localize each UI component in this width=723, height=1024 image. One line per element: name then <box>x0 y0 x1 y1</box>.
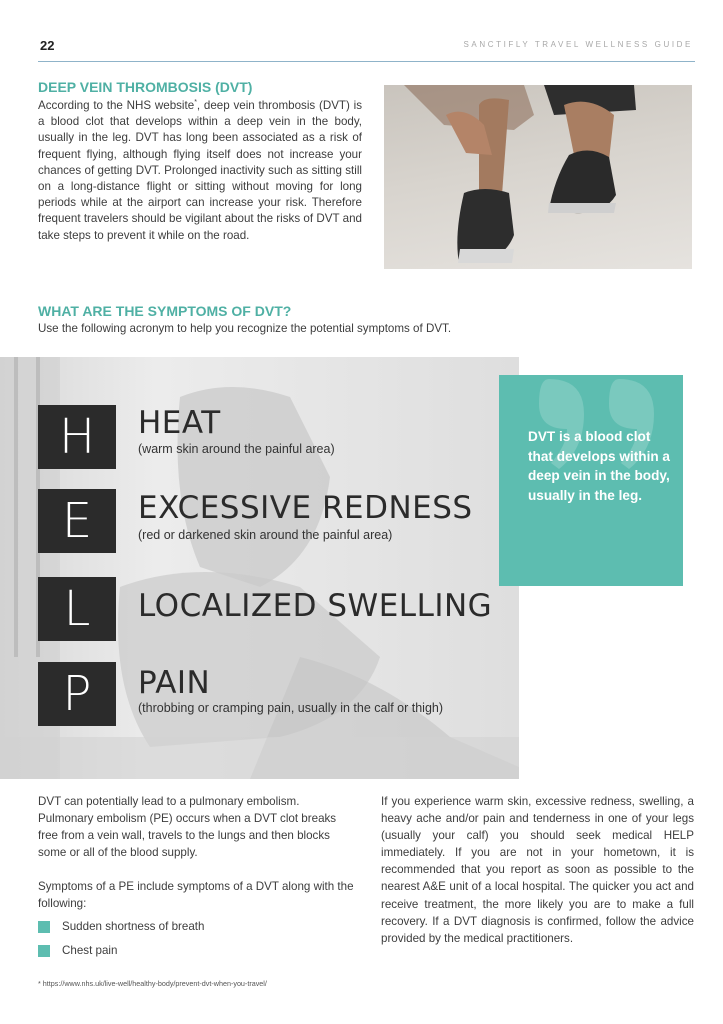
symptom-pain-title: PAIN <box>138 665 211 701</box>
symptom-redness-desc: (red or darkened skin around the painful area) <box>138 528 393 542</box>
intro-text-part-2: , deep vein thrombosis (DVT) is a blood clot that develops within a deep vein in the body, usually in the leg. DVT has long been associated as a risk of frequent flying, although flying itself does not increase your chances of getting DVT. Prolonged inactivity such as sitting still on a long-distance flight or sitting without moving for long periods while at the airport can increase your risk. Therefore frequent travelers should be vigilant about the risks of DVT and take steps to prevent it while on the road. <box>38 99 362 242</box>
pull-quote-box <box>499 375 683 586</box>
pe-symptoms-list <box>38 918 356 959</box>
symptom-heat-desc: (warm skin around the painful area) <box>138 442 335 456</box>
pe-paragraph: DVT can potentially lead to a pulmonary embolism. Pulmonary embolism (PE) occurs when a DVT clot breaks free from a vein wall, travels to the lungs and then blocks some or all of the blood supply. <box>38 795 337 859</box>
symptom-swelling-title: LOCALIZED SWELLING <box>138 588 493 624</box>
seek-help-paragraph: If you experience warm skin, excessive redness, swelling, a heavy ache and/or pain and tenderness in one of your legs (usually your calf) you should seek medical HELP immediately. If you are not in your hometown, it is recommended that you report as soon as possible to the nearest A&E unit of a local hospital. The quicker you act and receive treatment, the more likely you are to make a full recovery. If a DVT diagnosis is confirmed, follow the advice provided by the medical practitioners. <box>381 795 694 945</box>
symptom-heat-title: HEAT <box>138 405 221 441</box>
dvt-intro-paragraph <box>38 98 362 244</box>
page-number: 22 <box>40 38 55 53</box>
symptoms-heading: WHAT ARE THE SYMPTOMS OF DVT? <box>38 303 292 319</box>
pe-column <box>38 793 356 966</box>
footnote[interactable]: * https://www.nhs.uk/live-well/healthy-body/prevent-dvt-when-you-travel/ <box>38 979 267 988</box>
pull-quote-text: DVT is a blood clot that develops within a deep vein in the body, usually in the leg. <box>528 429 670 503</box>
pe-symptoms-intro: Symptoms of a PE include symptoms of a DVT along with the following: <box>38 880 354 910</box>
calf-pain-photo <box>384 85 692 269</box>
list-item <box>38 918 356 935</box>
letter-h-box: H <box>38 405 116 469</box>
bullet-square-icon <box>38 921 50 933</box>
calf-pain-illustration <box>384 85 692 269</box>
dvt-heading: DEEP VEIN THROMBOSIS (DVT) <box>38 79 253 95</box>
symptom-pain-desc: (throbbing or cramping pain, usually in the calf or thigh) <box>138 701 444 715</box>
letter-e-box: E <box>38 489 116 553</box>
symptom-redness-title: EXCESSIVE REDNESS <box>138 490 473 526</box>
list-item <box>38 942 356 959</box>
symptoms-subheading: Use the following acronym to help you recognize the potential symptoms of DVT. <box>38 322 452 335</box>
letter-p-box: P <box>38 662 116 726</box>
footnote-marker: * <box>194 99 197 107</box>
header-divider <box>38 61 695 62</box>
intro-text-part-1: According to the NHS website <box>38 99 195 112</box>
guide-title: SANCTIFLY TRAVEL WELLNESS GUIDE <box>463 40 693 49</box>
bullet-text: Sudden shortness of breath <box>62 920 205 933</box>
letter-l-box: L <box>38 577 116 641</box>
bullet-square-icon <box>38 945 50 957</box>
bullet-text: Chest pain <box>62 944 118 957</box>
